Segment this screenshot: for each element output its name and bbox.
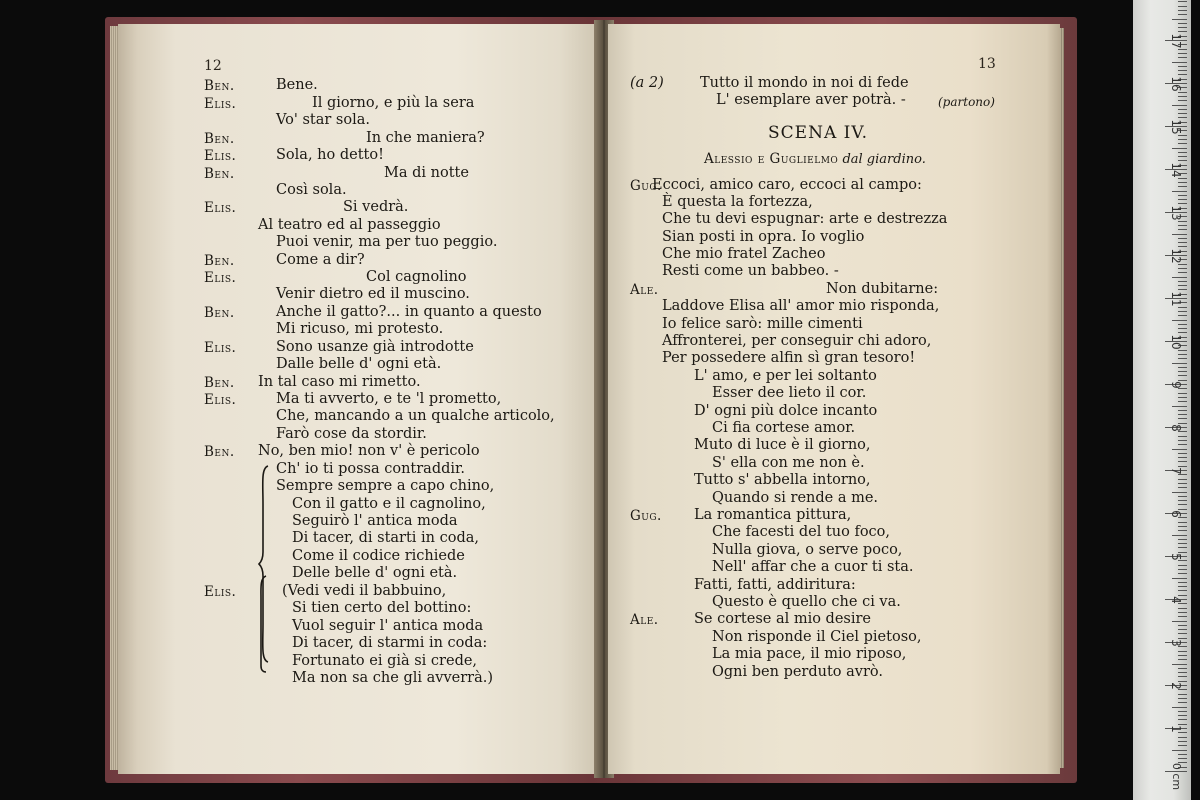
verse-line: Come il codice richiede — [292, 548, 465, 564]
ruler-tick — [1178, 453, 1187, 454]
ruler-tick — [1178, 238, 1187, 239]
ruler-tick — [1178, 397, 1187, 398]
verse-line: Vo' star sola. — [276, 112, 370, 128]
verse-line: Muto di luce è il giorno, — [694, 437, 871, 453]
ruler-tick — [1172, 492, 1187, 493]
ruler-tick — [1178, 702, 1187, 703]
verse-line: Eccoci, amico caro, eccoci al campo: — [652, 177, 922, 193]
ruler-tick — [1178, 612, 1187, 613]
verse-line: Come a dir? — [276, 252, 365, 268]
verse-line: Ogni ben perduto avrò. — [712, 664, 883, 680]
ruler-tick — [1178, 758, 1187, 759]
verse-line: In tal caso mi rimetto. — [258, 374, 421, 390]
ruler-tick — [1178, 410, 1187, 411]
ruler-tick — [1178, 268, 1187, 269]
ruler-tick — [1178, 311, 1187, 312]
ruler-tick — [1178, 10, 1187, 11]
ruler-tick — [1178, 281, 1187, 282]
speaker-label: Ben. — [204, 131, 235, 147]
scene-place: dal giardino. — [842, 152, 926, 167]
verse-line: Anche il gatto?... in quanto a questo — [276, 304, 542, 320]
ruler-tick — [1178, 586, 1187, 587]
ruler-number: 12 — [1169, 248, 1183, 264]
ruler-number: 1 — [1169, 725, 1183, 733]
speaker-label: Ale. — [630, 612, 659, 628]
verse-line: Che facesti del tuo foco, — [712, 524, 891, 540]
ruler-tick — [1178, 182, 1187, 183]
a2-label: (a 2) — [630, 75, 664, 91]
verse-line: Nell' affar che a cuor ti sta. — [712, 559, 914, 575]
ruler-tick — [1172, 406, 1187, 407]
verse-line: Con il gatto e il cagnolino, — [292, 496, 486, 512]
verse-line: Così sola. — [276, 182, 347, 198]
verse-line: È questa la fortezza, — [662, 194, 813, 210]
page-number: 12 — [204, 58, 222, 74]
ruler-number: 16 — [1169, 76, 1183, 92]
ruler-number: 7 — [1169, 467, 1183, 475]
ruler-tick — [1178, 23, 1187, 24]
speaker-label: Elis. — [204, 96, 237, 112]
ruler-tick — [1178, 629, 1187, 630]
ruler-tick — [1172, 449, 1187, 450]
verse-line: Sian posti in opra. Io voglio — [662, 229, 865, 245]
ruler-tick — [1178, 186, 1187, 187]
ruler-tick — [1172, 320, 1187, 321]
verse-line: Sempre sempre a capo chino, — [276, 478, 495, 494]
ruler-number: 8 — [1169, 424, 1183, 432]
verse-line: Sola, ho detto! — [276, 147, 384, 163]
ruler-tick — [1172, 234, 1187, 235]
verse-line: Al teatro ed al passeggio — [258, 217, 441, 233]
verse-line: Resti come un babbeo. - — [662, 263, 839, 279]
ruler-tick — [1178, 414, 1187, 415]
ruler-tick — [1178, 715, 1187, 716]
verse-line: Il giorno, e più la sera — [312, 95, 475, 111]
left-page — [118, 24, 598, 774]
ruler-tick — [1178, 113, 1187, 114]
ruler-tick — [1178, 659, 1187, 660]
ruler-tick — [1178, 457, 1187, 458]
verse-line: Nulla giova, o serve poco, — [712, 542, 903, 558]
ruler-tick — [1178, 754, 1187, 755]
ruler-tick — [1172, 707, 1187, 708]
verse-line: Dalle belle d' ogni età. — [276, 356, 442, 372]
ruler-tick — [1172, 578, 1187, 579]
verse-line: Tutto s' abbella intorno, — [694, 472, 871, 488]
ruler-number: 2 — [1169, 682, 1183, 690]
ruler-tick — [1172, 62, 1187, 63]
verse-line: D' ogni più dolce incanto — [694, 403, 878, 419]
speaker-label: Elis. — [204, 392, 237, 408]
ruler-tick — [1178, 487, 1187, 488]
verse-line: Col cagnolino — [366, 269, 467, 285]
ruler-tick — [1178, 156, 1187, 157]
ruler-tick — [1178, 66, 1187, 67]
ruler-tick — [1178, 401, 1187, 402]
ruler-tick — [1178, 225, 1187, 226]
ruler-tick — [1178, 444, 1187, 445]
ruler-tick — [1178, 27, 1187, 28]
ruler-tick — [1178, 483, 1187, 484]
ruler-tick — [1178, 6, 1187, 7]
speaker-label: Elis. — [204, 148, 237, 164]
measuring-ruler — [1133, 0, 1191, 800]
verse-line: S' ella con me non è. — [712, 455, 865, 471]
verse-line: Vuol seguir l' antica moda — [292, 618, 484, 634]
verse-line: La mia pace, il mio riposo, — [712, 646, 907, 662]
ruler-tick — [1178, 668, 1187, 669]
ruler-tick — [1172, 750, 1187, 751]
right-page — [608, 24, 1060, 774]
verse-line: Seguirò l' antica moda — [292, 513, 458, 529]
ruler-tick — [1178, 199, 1187, 200]
ruler-tick — [1178, 569, 1187, 570]
ruler-tick — [1178, 741, 1187, 742]
ruler-tick — [1172, 535, 1187, 536]
verse-line: Tutto il mondo in noi di fede — [700, 75, 909, 91]
verse-line: Ma non sa che gli avverrà.) — [292, 670, 494, 686]
ruler-tick — [1178, 539, 1187, 540]
ruler-tick — [1178, 573, 1187, 574]
ruler-tick — [1172, 191, 1187, 192]
ruler-number: 9 — [1169, 381, 1183, 389]
verse-line: Che mio fratel Zacheo — [662, 246, 826, 262]
ruler-number: 5 — [1169, 553, 1183, 561]
ruler-tick — [1178, 698, 1187, 699]
verse-line: Che, mancando a un qualche articolo, — [276, 408, 555, 424]
verse-line: Ma di notte — [384, 165, 469, 181]
verse-line: La romantica pittura, — [694, 507, 852, 523]
speaker-label: Elis. — [204, 200, 237, 216]
ruler-tick — [1178, 229, 1187, 230]
verse-line: Farò cose da stordir. — [276, 426, 427, 442]
verse-line: Io felice sarò: mille cimenti — [662, 316, 863, 332]
verse-line: Laddove Elisa all' amor mio risponda, — [662, 298, 940, 314]
verse-line: Si vedrà. — [343, 199, 409, 215]
speaker-label: Ben. — [204, 375, 235, 391]
ruler-tick — [1172, 363, 1187, 364]
verse-line: Di tacer, di starmi in coda: — [292, 635, 488, 651]
verse-line: Si tien certo del bottino: — [292, 600, 472, 616]
ruler-tick — [1178, 526, 1187, 527]
ruler-tick — [1178, 285, 1187, 286]
scene-subtitle — [704, 151, 926, 168]
speaker-label: Ben. — [204, 444, 235, 460]
ruler-tick — [1178, 57, 1187, 58]
verse-line: Che tu devi espugnar: arte e destrezza — [662, 211, 948, 227]
ruler-tick — [1178, 496, 1187, 497]
ruler-tick — [1178, 500, 1187, 501]
ruler-tick — [1172, 277, 1187, 278]
verse-line: Affronterei, per conseguir chi adoro, — [662, 333, 932, 349]
ruler-number: 14 — [1169, 162, 1183, 178]
ruler-unit: 0 cm — [1170, 762, 1184, 791]
ruler-tick — [1178, 272, 1187, 273]
verse-line: Fortunato ei già si crede, — [292, 653, 478, 669]
ruler-tick — [1178, 152, 1187, 153]
ruler-tick — [1172, 664, 1187, 665]
verse-line: L' amo, e per lei soltanto — [694, 368, 877, 384]
speaker-label: Ben. — [204, 166, 235, 182]
speaker-label: Elis. — [204, 270, 237, 286]
ruler-tick — [1178, 96, 1187, 97]
ruler-tick — [1172, 105, 1187, 106]
ruler-tick — [1172, 148, 1187, 149]
ruler-tick — [1178, 70, 1187, 71]
verse-line: Non dubitarne: — [826, 281, 939, 297]
ruler-number: 15 — [1169, 119, 1183, 135]
ruler-tick — [1178, 139, 1187, 140]
verse-line: L' esemplare aver potrà. - — [716, 92, 906, 108]
ruler-number: 13 — [1169, 205, 1183, 221]
speaker-label: Ale. — [630, 282, 659, 298]
ruler-tick — [1178, 324, 1187, 325]
ruler-tick — [1178, 672, 1187, 673]
verse-line: Ch' io ti possa contraddir. — [276, 461, 465, 477]
scene-title: SCENA IV. — [768, 123, 869, 143]
ruler-number: 11 — [1169, 291, 1183, 307]
speaker-label: Ben. — [204, 253, 235, 269]
verse-line: Fatti, fatti, addiritura: — [694, 577, 856, 593]
ruler-tick — [1178, 582, 1187, 583]
ruler-tick — [1178, 195, 1187, 196]
verse-line: Ma ti avverto, e te 'l prometto, — [276, 391, 502, 407]
speaker-label: Ben. — [204, 78, 235, 94]
ruler-tick — [1178, 655, 1187, 656]
verse-line: Quando si rende a me. — [712, 490, 879, 506]
ruler-tick — [1178, 530, 1187, 531]
verse-line: Ci fia cortese amor. — [712, 420, 856, 436]
speaker-label: Ben. — [204, 305, 235, 321]
verse-line: Puoi venir, ma per tuo peggio. — [276, 234, 498, 250]
ruler-tick — [1178, 328, 1187, 329]
ruler-tick — [1178, 616, 1187, 617]
scene-characters: Alessio e Guglielmo — [704, 151, 839, 167]
ruler-tick — [1178, 100, 1187, 101]
page-number-right: 13 — [978, 56, 996, 72]
stage-direction: (partono) — [938, 95, 995, 109]
verse-line: Di tacer, di starti in coda, — [292, 530, 480, 546]
ruler-tick — [1178, 543, 1187, 544]
ruler-tick — [1178, 745, 1187, 746]
verse-line: In che maniera? — [366, 130, 485, 146]
verse-line: Questo è quello che ci va. — [712, 594, 901, 610]
ruler-number: 4 — [1169, 596, 1183, 604]
ruler-tick — [1172, 19, 1187, 20]
ruler-tick — [1178, 242, 1187, 243]
verse-line: Sono usanze già introdotte — [276, 339, 474, 355]
speaker-label: Gug. — [630, 508, 662, 524]
ruler-tick — [1178, 143, 1187, 144]
verse-line: Delle belle d' ogni età. — [292, 565, 458, 581]
ruler-tick — [1178, 440, 1187, 441]
ruler-tick — [1178, 315, 1187, 316]
ruler-tick — [1178, 14, 1187, 15]
verse-line: Per possedere alfin sì gran tesoro! — [662, 350, 916, 366]
speaker-label: Gug. — [630, 178, 662, 194]
ruler-number: 17 — [1169, 33, 1183, 49]
verse-line: Se cortese al mio desire — [694, 611, 872, 627]
ruler-tick — [1178, 358, 1187, 359]
ruler-tick — [1178, 625, 1187, 626]
ruler-number: 6 — [1169, 510, 1183, 518]
ruler-tick — [1172, 621, 1187, 622]
verse-line: (Vedi vedi il babbuino, — [282, 583, 447, 599]
ruler-tick — [1178, 53, 1187, 54]
ruler-tick — [1178, 367, 1187, 368]
ruler-tick — [1178, 371, 1187, 372]
brace-elis — [256, 574, 268, 678]
verse-line: Venir dietro ed il muscino. — [276, 286, 470, 302]
verse-line: Bene. — [276, 77, 318, 93]
ruler-tick — [1178, 354, 1187, 355]
ruler-tick — [1178, 711, 1187, 712]
ruler-number: 3 — [1169, 639, 1183, 647]
speaker-label: Elis. — [204, 584, 237, 600]
speaker-label: Elis. — [204, 340, 237, 356]
verse-line: Esser dee lieto il cor. — [712, 385, 867, 401]
verse-line: Mi ricuso, mi protesto. — [276, 321, 444, 337]
ruler-tick — [1178, 1, 1187, 2]
verse-line: Non risponde il Ciel pietoso, — [712, 629, 922, 645]
ruler-number: 10 — [1169, 334, 1183, 350]
ruler-tick — [1178, 109, 1187, 110]
verse-line: No, ben mio! non v' è pericolo — [258, 443, 480, 459]
